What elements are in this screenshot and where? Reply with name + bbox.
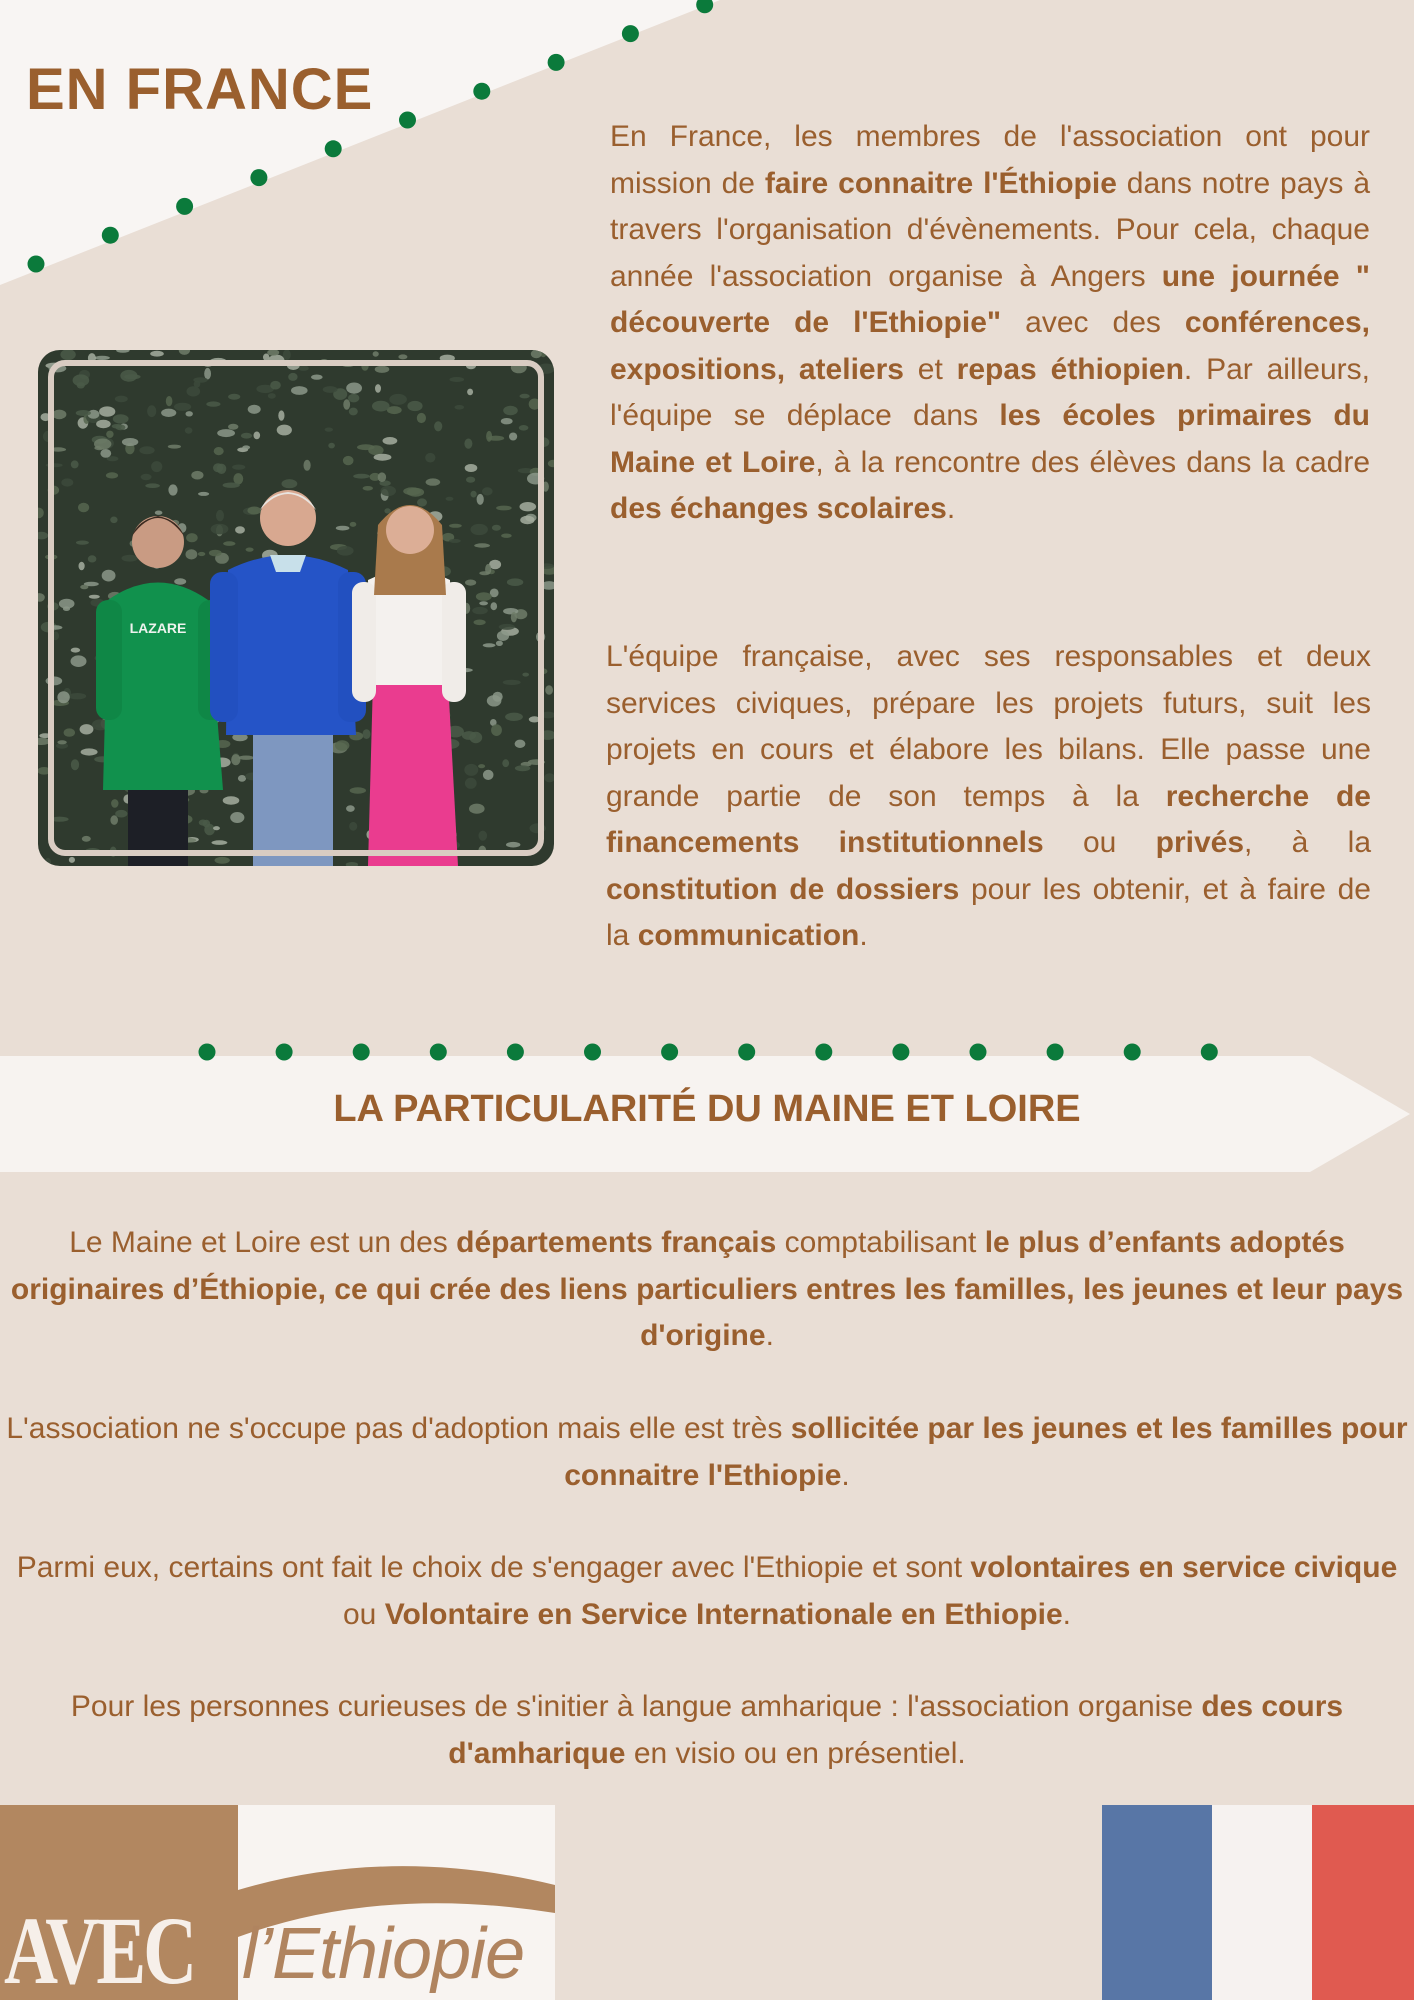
flag-blue-stripe bbox=[1102, 1805, 1212, 2000]
flag-white-stripe bbox=[1212, 1805, 1312, 2000]
bold-text: une journée " découverte de l'Ethiopie" bbox=[610, 259, 1370, 339]
decor-dot bbox=[738, 1044, 755, 1061]
logo-word-ethiopie: l’Ethiopie bbox=[242, 1914, 525, 1994]
decor-dot bbox=[507, 1044, 524, 1061]
bold-text: constitution de dossiers bbox=[606, 872, 960, 906]
text: L'association ne s'occupe pas d'adoption mais elle est très bbox=[6, 1412, 791, 1445]
bold-text: départements français bbox=[456, 1226, 777, 1259]
text: . bbox=[1062, 1597, 1071, 1631]
french-flag bbox=[1102, 1805, 1414, 2000]
decor-dot bbox=[176, 198, 193, 215]
decor-dot bbox=[473, 83, 490, 100]
text: , à la rencontre des élèves dans la cadre bbox=[815, 445, 1370, 479]
text: ou bbox=[342, 1597, 385, 1631]
bold-text: privés bbox=[1155, 826, 1245, 859]
decor-dot bbox=[325, 140, 342, 157]
text: comptabilisant bbox=[776, 1226, 985, 1259]
bold-text: le plus d’enfants adoptés originaires d’Éthiopie, ce qui crée des liens particuliers entres les familles, les jeunes et leur pays d'origine bbox=[10, 1226, 1404, 1352]
text: En France, les membres de l'association ont pour mission de bbox=[610, 120, 1370, 200]
intro-paragraph-2 bbox=[606, 634, 1371, 960]
text: avec des bbox=[1001, 306, 1185, 339]
logo-word-avec: AVEC bbox=[4, 1897, 195, 2000]
text: . Par ailleurs, l'équipe se déplace dans bbox=[610, 352, 1370, 432]
bold-text: faire connaitre l'Éthiopie bbox=[764, 166, 1117, 200]
decor-dot bbox=[622, 25, 639, 42]
text: . bbox=[859, 919, 868, 952]
bold-text: recherche de financements institutionnels bbox=[606, 779, 1371, 859]
text: L'équipe française, avec ses responsables et deux services civiques, prépare les projets futurs, suit les projets en cours et élabore les bilans. Elle passe une grande partie de son temps à la bbox=[606, 640, 1371, 813]
decor-dot bbox=[276, 1044, 293, 1061]
bold-text: sollicitée par les jeunes et les familles pour connaitre l'Ethiopie bbox=[564, 1412, 1408, 1492]
team-photo bbox=[38, 350, 554, 866]
decor-dot bbox=[102, 227, 119, 244]
avec-ethiopie-logo bbox=[0, 1805, 555, 2000]
decor-dot bbox=[696, 0, 713, 13]
paragraph-maine-et-loire bbox=[0, 1220, 1414, 1360]
text: . bbox=[765, 1319, 774, 1352]
paragraph-adoption bbox=[0, 1406, 1414, 1499]
page-title: EN FRANCE bbox=[26, 57, 374, 122]
text: Parmi eux, certains ont fait le choix de s'engager avec l'Ethiopie et sont bbox=[16, 1551, 971, 1584]
text: pour les obtenir, et à faire de la bbox=[606, 872, 1371, 952]
paragraph-volontaires bbox=[0, 1545, 1414, 1638]
section-title: LA PARTICULARITÉ DU MAINE ET LOIRE bbox=[333, 1088, 1081, 1130]
hoodie-text: LAZARE bbox=[129, 620, 187, 636]
bold-text: volontaires en service civique bbox=[970, 1551, 1398, 1584]
intro-paragraph-1 bbox=[610, 114, 1370, 533]
decor-dot bbox=[28, 256, 45, 273]
text: en visio ou en présentiel. bbox=[625, 1736, 966, 1770]
text: . bbox=[946, 492, 956, 525]
decor-dot bbox=[1047, 1044, 1064, 1061]
text: Pour les personnes curieuses de s'initier à langue amharique : l'association organise bbox=[70, 1690, 1202, 1723]
bold-text: communication bbox=[637, 919, 860, 952]
flag-red-stripe bbox=[1312, 1805, 1414, 2000]
bold-text: des échanges scolaires bbox=[610, 492, 947, 525]
bold-text: Volontaire en Service Internationale en Ethiopie bbox=[384, 1597, 1063, 1631]
decor-dot bbox=[1201, 1044, 1218, 1061]
text: et bbox=[903, 352, 957, 386]
bold-text: les écoles primaires du Maine et Loire bbox=[610, 399, 1370, 479]
text: Le Maine et Loire est un des bbox=[69, 1226, 457, 1259]
bold-text: des cours d'amharique bbox=[448, 1690, 1344, 1770]
decor-dot bbox=[970, 1044, 987, 1061]
decor-dot bbox=[661, 1044, 678, 1061]
decor-dot bbox=[548, 54, 565, 71]
decor-dot bbox=[430, 1044, 447, 1061]
decor-dot bbox=[399, 112, 416, 129]
decor-dot bbox=[250, 169, 267, 186]
decor-dot bbox=[353, 1044, 370, 1061]
decor-dot bbox=[199, 1044, 216, 1061]
bold-text: conférences, expositions, ateliers bbox=[610, 306, 1370, 386]
decor-dot bbox=[892, 1044, 909, 1061]
decor-dot bbox=[1124, 1044, 1141, 1061]
text: , à la bbox=[1244, 826, 1372, 859]
bold-text: repas éthiopien bbox=[956, 352, 1184, 386]
text: . bbox=[841, 1458, 850, 1492]
decor-dot bbox=[584, 1044, 601, 1061]
paragraph-amharique bbox=[0, 1684, 1414, 1777]
text: ou bbox=[1043, 826, 1156, 859]
decor-dot bbox=[815, 1044, 832, 1061]
text: dans notre pays à travers l'organisation d'évènements. Pour cela, chaque année l'association organise à Angers bbox=[610, 166, 1370, 293]
